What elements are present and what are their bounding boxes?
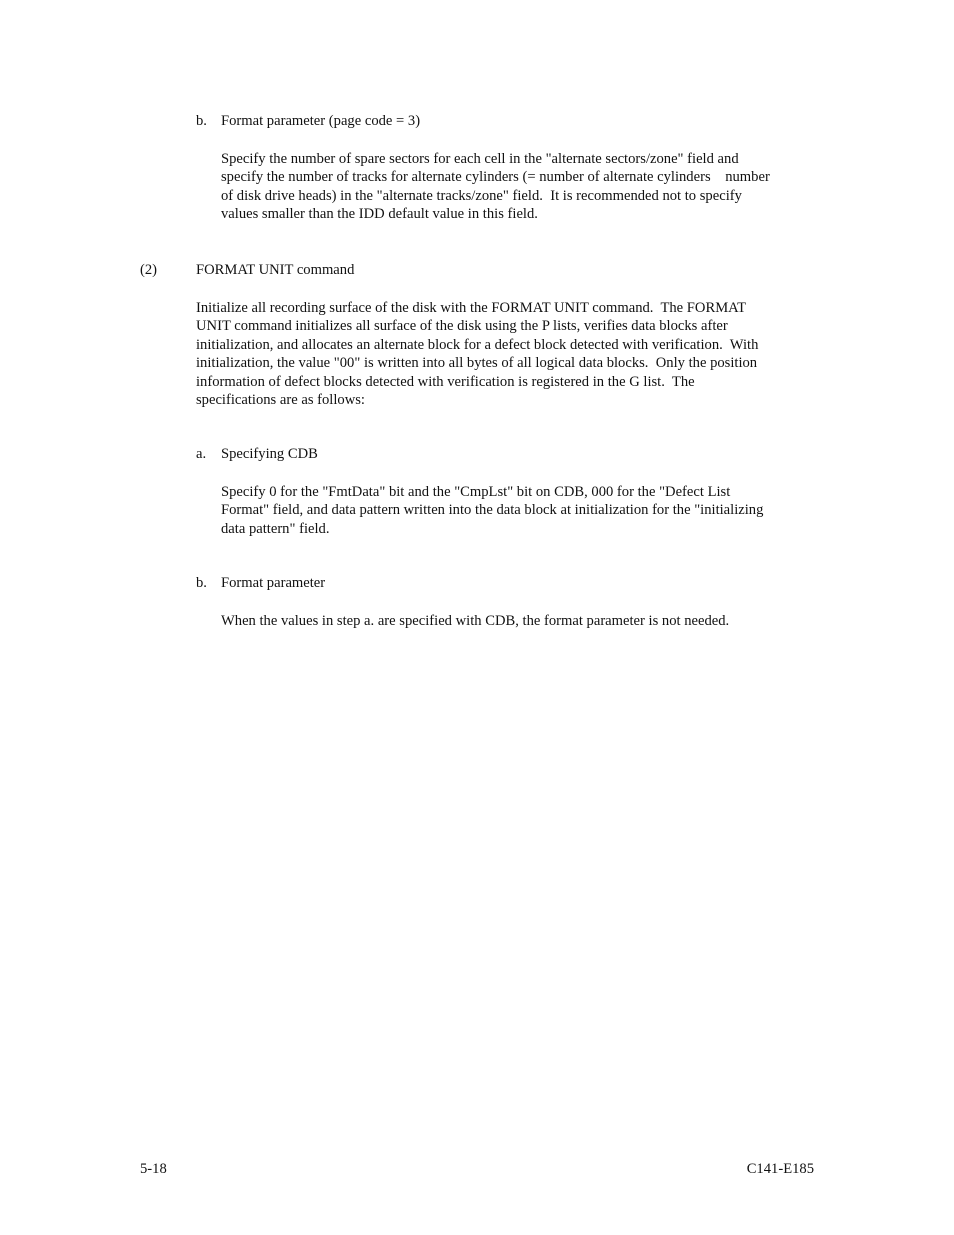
paragraph-line: Format" field, and data pattern written into the data block at initialization for the "initializing (221, 502, 764, 519)
section-2-heading: FORMAT UNIT command (196, 262, 355, 278)
section-a-marker: a. (196, 446, 207, 462)
section-b1-heading-row (196, 113, 207, 130)
section-b2-paragraph (221, 612, 729, 630)
paragraph-line: Specify the number of spare sectors for each cell in the "alternate sectors/zone" field and (221, 151, 739, 167)
section-b1-paragraph (221, 150, 770, 224)
footer-doc-code: C141-E185 (746, 1161, 814, 1177)
section-2-marker: (2) (140, 262, 158, 278)
paragraph-line: information of defect blocks detected with verification is registered in the G list. The (196, 373, 695, 390)
paragraph-line: Initialize all recording surface of the disk with the FORMAT UNIT command. The FORMAT (196, 300, 747, 316)
section-b2-marker: b. (196, 575, 207, 591)
paragraph-line: UNIT command initializes all surface of the disk using the P lists, verifies data blocks after (196, 318, 728, 335)
paragraph-line: data pattern" field. (221, 520, 330, 537)
paragraph-line: initialization, and allocates an alternate block for a defect block detected with verification. With (196, 336, 759, 353)
paragraph-line: Specify 0 for the "FmtData" bit and the "CmpLst" bit on CDB, 000 for the "Defect List (221, 484, 731, 500)
section-b1-marker: b. (196, 113, 207, 129)
paragraph-line: values smaller than the IDD default value in this field. (221, 206, 538, 223)
paragraph-line: initialization, the value "00" is written into all bytes of all logical data blocks. Only the position (196, 355, 758, 372)
section-2-paragraph (196, 299, 758, 409)
paragraph-line: specifications are as follows: (196, 392, 365, 409)
section-b1-heading: Format parameter (page code = 3) (221, 113, 421, 129)
section-a-heading: Specifying CDB (221, 446, 318, 462)
footer-page-number: 5-18 (140, 1161, 167, 1177)
section-a-paragraph (221, 483, 763, 538)
paragraph-line: When the values in step a. are specified with CDB, the format parameter is not needed. (221, 613, 730, 629)
section-b2-heading: Format parameter (221, 575, 326, 591)
paragraph-line: specify the number of tracks for alternate cylinders (= number of alternate cylinders number (221, 169, 770, 186)
paragraph-line: of disk drive heads) in the "alternate tracks/zone" field. It is recommended not to specify (221, 187, 742, 204)
